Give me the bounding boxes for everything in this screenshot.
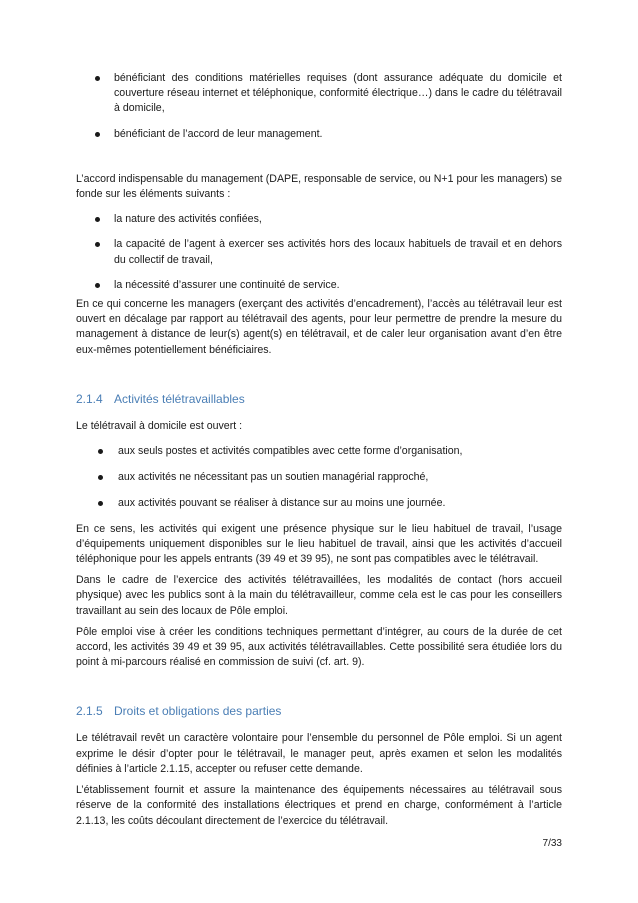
bullet-icon (98, 449, 103, 454)
section-number: 2.1.5 (76, 704, 103, 719)
paragraph-vise: Pôle emploi vise à créer les conditions techniques permettant d’intégrer, au cours de la durée de cet accord, les activités 39 49 et 39 95, aux activités télétravaillables. Cette possibilité sera étudiée lors du point à mi-parcours réalisé en commission de suivi (cf. art. 9). (76, 625, 562, 669)
paragraph-contact: Dans le cadre de l’exercice des activités télétravaillées, les modalités de contact (hors accueil physique) avec les publics sont à la main du télétravailleur, comme cela est le cas pour les conseillers travaillant au sein des locaux de Pôle emploi. (76, 574, 562, 617)
bullet-icon (95, 242, 100, 247)
section-number: 2.1.4 (76, 391, 103, 406)
paragraph-accord: L’accord indispensable du management (DAPE, responsable de service, ou N+1 pour les managers) se fonde sur les éléments suivants : (76, 172, 562, 201)
top-bullet-list (76, 71, 562, 142)
page-number: 7/33 (542, 838, 562, 849)
list-item: aux activités pouvant se réaliser à distance sur au moins une journée. (76, 496, 562, 511)
document-page (76, 68, 562, 829)
list-item: la nature des activités confiées, (76, 212, 562, 227)
bullet-icon (95, 132, 100, 137)
paragraph-managers: En ce qui concerne les managers (exerçant des activités d’encadrement), l’accès au télétravail leur est ouvert en décalage par rapport au télétravail des agents, pour leur permettre de prendre la mesure du management à distance de leur(s) agent(s) en télétravail, et de caler leur organisation avant d’en être eux-mêmes potentiellement bénéficiaires. (76, 298, 562, 356)
bullet-icon (95, 76, 100, 81)
bullet-icon (95, 217, 100, 222)
list-item: aux activités ne nécessitant pas un soutien managérial rapproché, (76, 470, 562, 485)
paragraph-ouvert: Le télétravail à domicile est ouvert : (76, 419, 243, 432)
list-item: bénéficiant de l’accord de leur management. (76, 127, 562, 142)
bullet-icon (98, 501, 103, 506)
list-item: la capacité de l’agent à exercer ses activités hors des locaux habituels de travail et en dehors du collectif de travail, (76, 237, 562, 267)
ouvert-bullet-list (76, 444, 562, 512)
paragraph-volontaire: Le télétravail revêt un caractère volontaire pour l’ensemble du personnel de Pôle emploi. Si un agent exprime le désir d’opter pour le télétravail, le manager peut, après examen et selon les modalités définies à l’article 2.1.15, accepter ou refuser cette demande. (76, 732, 562, 775)
list-item: aux seuls postes et activités compatibles avec cette forme d’organisation, (76, 444, 562, 459)
list-item: bénéficiant des conditions matérielles requises (dont assurance adéquate du domicile et couverture réseau internet et téléphonique, conformité électrique…) dans le cadre du télétravail à domicile, (76, 71, 562, 117)
bullet-icon (95, 283, 100, 288)
bullet-icon (98, 475, 103, 480)
section-title: Activités télétravaillables (114, 391, 245, 406)
section-heading-2-1-5 (76, 704, 562, 719)
list-item: la nécessité d’assurer une continuité de service. (76, 278, 562, 293)
section-heading-2-1-4 (76, 392, 562, 407)
paragraph-etablissement: L’établissement fournit et assure la maintenance des équipements nécessaires au télétravail sous réserve de la conformité des installations électriques et prend en charge, conformément à l’article 2.1.13, les coûts découlant directement de l’exercice du télétravail. (76, 784, 562, 827)
accord-bullet-list (76, 212, 562, 293)
paragraph-sens: En ce sens, les activités qui exigent une présence physique sur le lieu habituel de travail, l’usage d’équipements uniquement disponibles sur le lieu habituel de travail, ainsi que les activités d’accueil téléphonique pour les appels entrants (39 49 et 39 95), ne sont pas compatibles avec le télétravail. (76, 522, 562, 566)
section-title: Droits et obligations des parties (114, 704, 282, 719)
